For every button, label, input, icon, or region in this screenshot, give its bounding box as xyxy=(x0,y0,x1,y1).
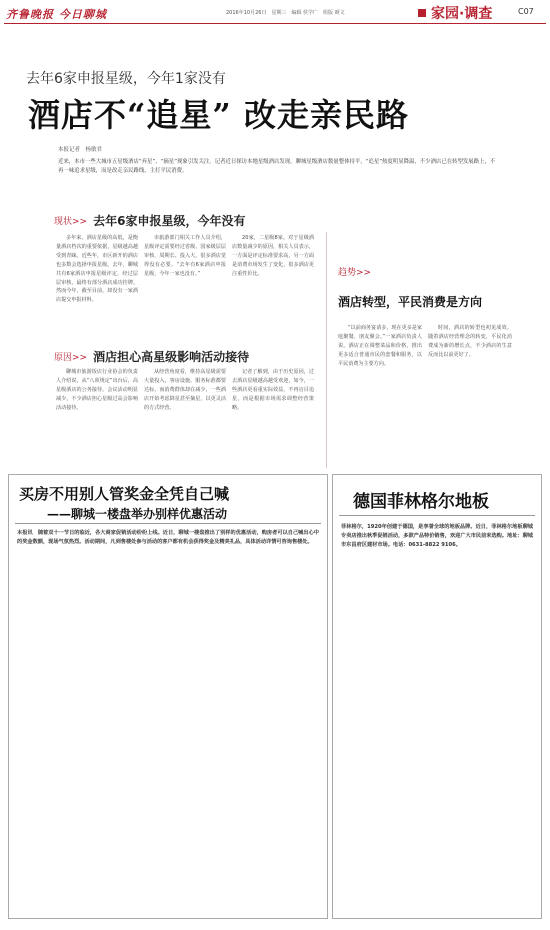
text-column xyxy=(56,234,138,350)
ad-headline: 买房不用别人管奖金全凭自己喊 xyxy=(19,485,230,503)
ad-rule xyxy=(339,515,535,516)
paragraph: 多年来，酒店星级的高低，是衡量酒店档次的重要依据，星级越高越受到青睐。近些年，市区新开的酒店也多数会选择申报星级。去年，聊城共有6家酒店申报星级评定，经过层层审核，最终有部分酒店成功挂牌。然而今年，截至目前，却没有一家酒店提交申报材料。 xyxy=(56,235,138,304)
ad-rule xyxy=(15,523,321,524)
text-column xyxy=(338,324,422,468)
ad-subheadline: ——聊城一楼盘举办别样优惠活动 xyxy=(47,507,228,521)
paragraph: 时间，酒店的转型也初见成效。随着酒店经营理念的转变，平民化消费成为新的增长点，不少酒店的生意反而比以前更好了。 xyxy=(428,325,512,358)
section-marker-icon xyxy=(418,9,426,17)
article-headline: 酒店不“追星” 改走亲民路 xyxy=(28,96,409,134)
header-rule xyxy=(4,23,546,24)
section-title: 去年6家申报星级，今年没有 xyxy=(93,214,246,228)
article-kicker: 去年6家申报星级，今年1家没有 xyxy=(26,71,226,87)
section-heading-status xyxy=(54,212,245,229)
trend-heading xyxy=(338,265,482,310)
dateline: 2016年10月26日 星期三 编辑 侯学广 组版 颜文 xyxy=(226,10,345,16)
article-byline: 本报记者 杨敏君 xyxy=(58,147,103,153)
text-column xyxy=(56,368,138,468)
text-column xyxy=(428,324,512,468)
paragraph: 从经营角度看，维持高星级需要大量投入，客房设施、服务标准都要达标，而消费群体却在减少，一些酒店开始考虑降星甚至摘星，以更灵活的方式经营。 xyxy=(144,369,226,411)
ad-body: 菲林格尔，1920年创建于德国，是享誉全球的地板品牌。近日，菲林格尔地板聊城专卖店推出秋季促销活动，多款产品特价销售，欢迎广大市民前来选购。地址：聊城市东昌府区建材市场。电话：0631-8822 9106。 xyxy=(341,524,533,548)
section-title: 酒店转型，平民消费是方向 xyxy=(338,295,483,309)
ad-headline: 德国菲林格尔地板 xyxy=(353,492,489,512)
section-title xyxy=(418,2,492,24)
section-label: 家园·调查 xyxy=(431,6,493,22)
paragraph: 记者了解到，由于历史原因，过去酒店星级越高越受欢迎，如今，一些酒店更看重实际效益，不再盲目追星，而是根据市场需求调整经营策略。 xyxy=(232,369,314,411)
column-divider xyxy=(326,232,327,468)
text-column xyxy=(232,368,314,468)
ad-body: 本报讯 随着双十一节日的临近，各大商家促销活动纷纷上线。近日，聊城一楼盘推出了别样的优惠活动，购房者可以自己喊出心中的奖金数额，现场气氛热烈。活动期间，凡到售楼处参与活动的客户都有机会获得奖金及精美礼品，具体活动详情可咨询售楼处。 xyxy=(17,530,319,545)
text-column xyxy=(144,368,226,468)
text-column xyxy=(144,234,226,350)
paragraph: 20家，二星级8家。对于星级酒店数量减少的原因，相关人员表示，一方面是评定标准要求高，另一方面是消费市场发生了变化，很多酒店更注重性价比。 xyxy=(232,235,314,277)
section-heading-reason xyxy=(54,348,249,365)
section-tag: 趋势>> xyxy=(338,268,372,278)
paragraph: 聊城市旅游饭店行业协会的负责人介绍说，从“八项规定”出台后，高星级酒店的公务接待、会议活动明显减少，不少酒店担心星级过高会影响活动接待。 xyxy=(56,369,138,411)
advertisement-realestate xyxy=(8,474,328,919)
article-lead: 近来，本市一些大城市五星级酒店“弃星”、“摘星”现象引发关注。记者近日探访本地星级酒店发现，聊城星级酒店数量整体持平，“追星”热度明显降温，不少酒店已在转型发展路上，不再一味追求星级，而是改走亲民路线，主打平民消费。 xyxy=(58,159,496,174)
section-tag: 原因>> xyxy=(54,353,88,363)
section-tag: 现状>> xyxy=(54,217,88,227)
section-title: 酒店担心高星级影响活动接待 xyxy=(93,350,250,364)
text-column xyxy=(232,234,314,350)
page-number: C07 xyxy=(518,7,534,16)
advertisement-flooring xyxy=(332,474,542,919)
paragraph: “以前商务宴请多，现在更多是家庭聚餐、朋友聚会。”一家酒店负责人说，酒店正在调整菜品和价格，推出更多适合普通市民的套餐和服务，以平民消费为主要方向。 xyxy=(338,325,422,367)
paragraph: 市旅游部门相关工作人员介绍，星级评定需要经过省级、国家级层层审核，周期长、投入大，很多酒店觉得没有必要。“去年有6家酒店申报星级，今年一家也没有。” xyxy=(144,235,226,277)
masthead: 齐鲁晚报 今日聊城 xyxy=(6,8,107,21)
